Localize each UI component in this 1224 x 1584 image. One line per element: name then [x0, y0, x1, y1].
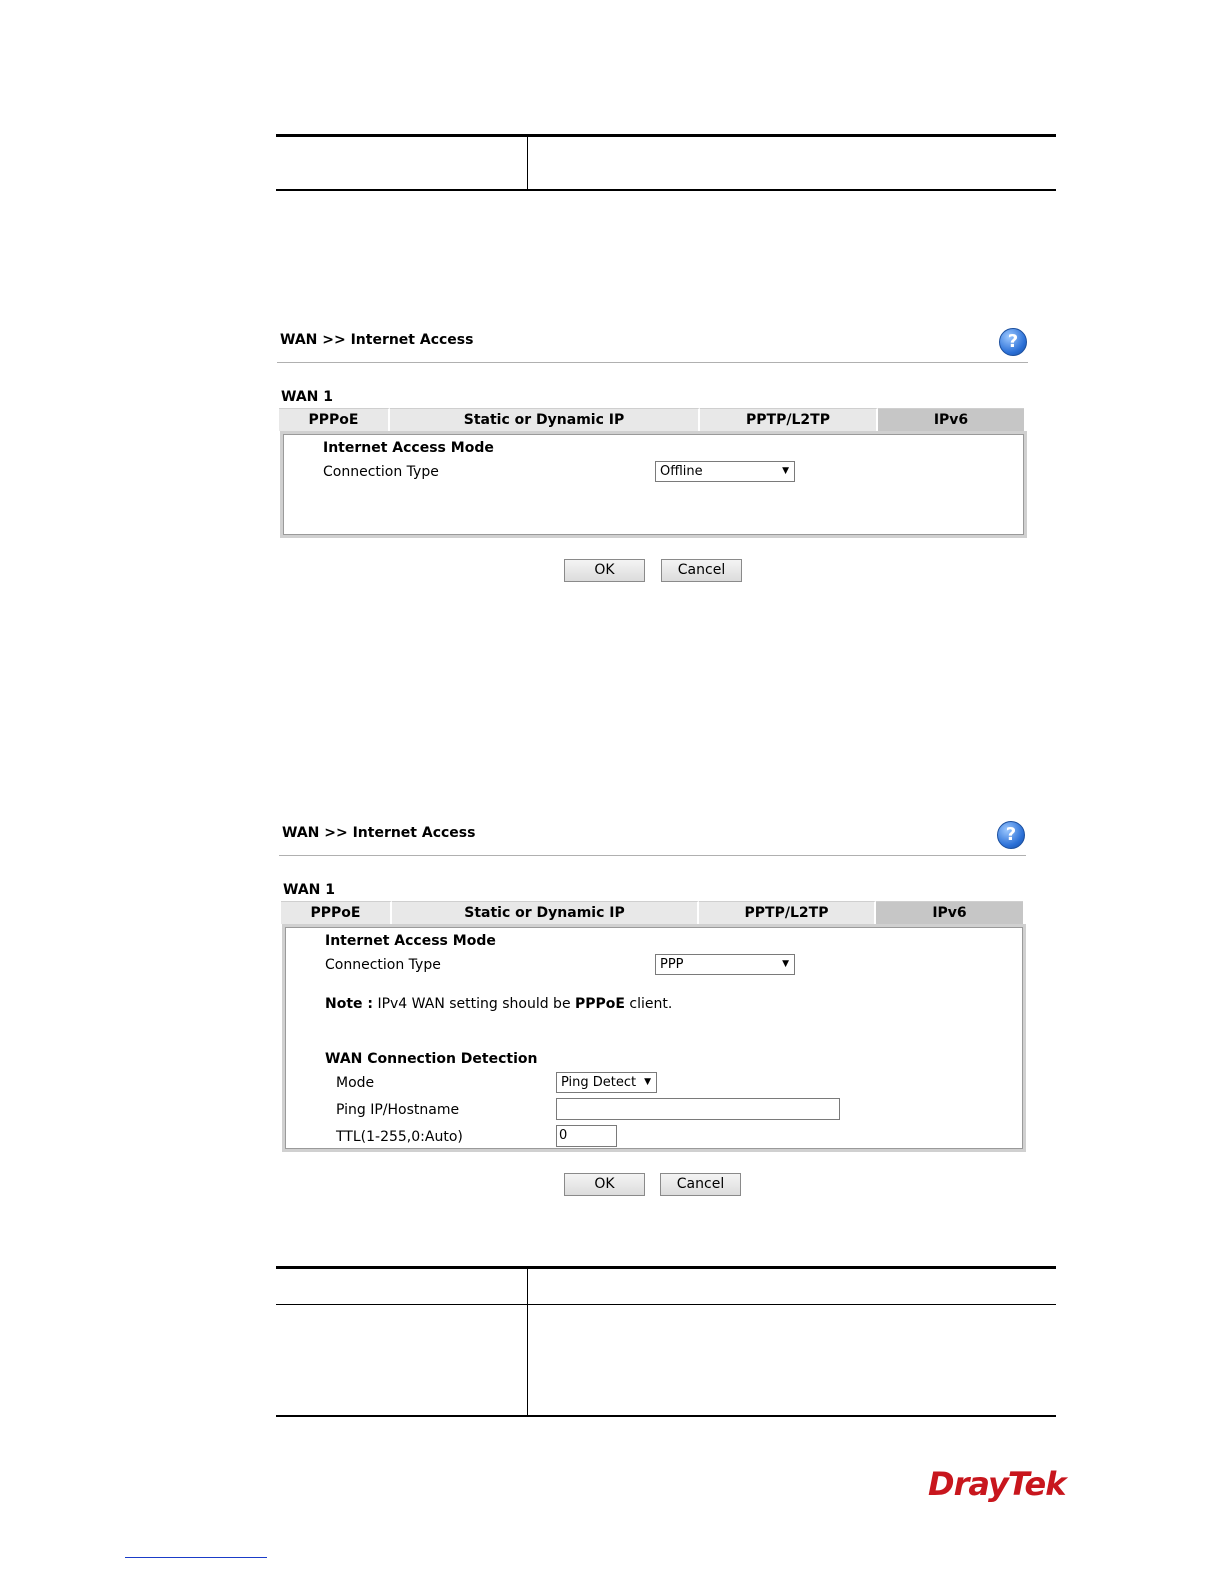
- dropdown-arrow-icon: ▼: [782, 959, 789, 969]
- tab-ipv6[interactable]: IPv6: [876, 901, 1023, 924]
- section-heading: Internet Access Mode: [323, 440, 494, 456]
- connection-type-select[interactable]: [655, 461, 795, 482]
- document-table-bottom: [276, 1266, 1056, 1417]
- ok-button[interactable]: OK: [564, 1173, 645, 1196]
- section-heading: Internet Access Mode: [325, 933, 496, 949]
- connection-type-label: Connection Type: [325, 957, 441, 973]
- wan-tabs: [281, 901, 1023, 924]
- ping-hostname-label: Ping IP/Hostname: [336, 1102, 460, 1118]
- settings-box: [282, 924, 1026, 1152]
- table-header-divider: [276, 1304, 1056, 1305]
- cancel-button[interactable]: Cancel: [660, 1173, 741, 1196]
- tab-static-dynamic-ip[interactable]: Static or Dynamic IP: [390, 408, 700, 431]
- mode-label: Mode: [336, 1075, 375, 1091]
- wan-internet-access-panel-offline: [277, 325, 1029, 590]
- wan-label: WAN 1: [283, 882, 335, 898]
- mode-select[interactable]: [556, 1072, 657, 1093]
- ttl-input[interactable]: 0: [556, 1125, 617, 1147]
- help-question-icon[interactable]: ?: [999, 328, 1027, 356]
- table-divider: [527, 1269, 528, 1415]
- tab-ipv6[interactable]: IPv6: [878, 408, 1024, 431]
- ping-hostname-input[interactable]: [556, 1098, 840, 1120]
- tab-pppoe[interactable]: PPPoE: [279, 408, 390, 431]
- connection-type-select[interactable]: [655, 954, 795, 975]
- table-divider: [527, 137, 528, 189]
- tab-pppoe[interactable]: PPPoE: [281, 901, 392, 924]
- footer-link-underline: [125, 1557, 267, 1558]
- wan-label: WAN 1: [281, 389, 333, 405]
- connection-type-label: Connection Type: [323, 464, 439, 480]
- tab-static-dynamic-ip[interactable]: Static or Dynamic IP: [392, 901, 699, 924]
- tab-pptp-l2tp[interactable]: PPTP/L2TP: [700, 408, 878, 431]
- cancel-button[interactable]: Cancel: [661, 559, 742, 582]
- help-question-icon[interactable]: ?: [997, 821, 1025, 849]
- connection-type-value: PPP: [660, 957, 684, 972]
- detection-heading: WAN Connection Detection: [325, 1051, 538, 1067]
- connection-type-value: Offline: [660, 464, 703, 479]
- ok-button[interactable]: OK: [564, 559, 645, 582]
- ipv4-note: Note : IPv4 WAN setting should be PPPoE client.: [325, 996, 673, 1012]
- title-divider: [277, 362, 1028, 363]
- page-title: WAN >> Internet Access: [282, 825, 476, 841]
- wan-internet-access-panel-ppp: [279, 818, 1029, 1198]
- settings-box: [280, 431, 1027, 538]
- document-table-top: [276, 134, 1056, 191]
- draytek-logo: DrayTek: [928, 1465, 1066, 1503]
- title-divider: [279, 855, 1026, 856]
- mode-value: Ping Detect: [561, 1075, 637, 1090]
- ttl-label: TTL(1-255,0:Auto): [336, 1129, 463, 1145]
- dropdown-arrow-icon: ▼: [782, 466, 789, 476]
- dropdown-arrow-icon: ▼: [644, 1077, 651, 1087]
- page-title: WAN >> Internet Access: [280, 332, 474, 348]
- wan-tabs: [279, 408, 1024, 431]
- tab-pptp-l2tp[interactable]: PPTP/L2TP: [699, 901, 876, 924]
